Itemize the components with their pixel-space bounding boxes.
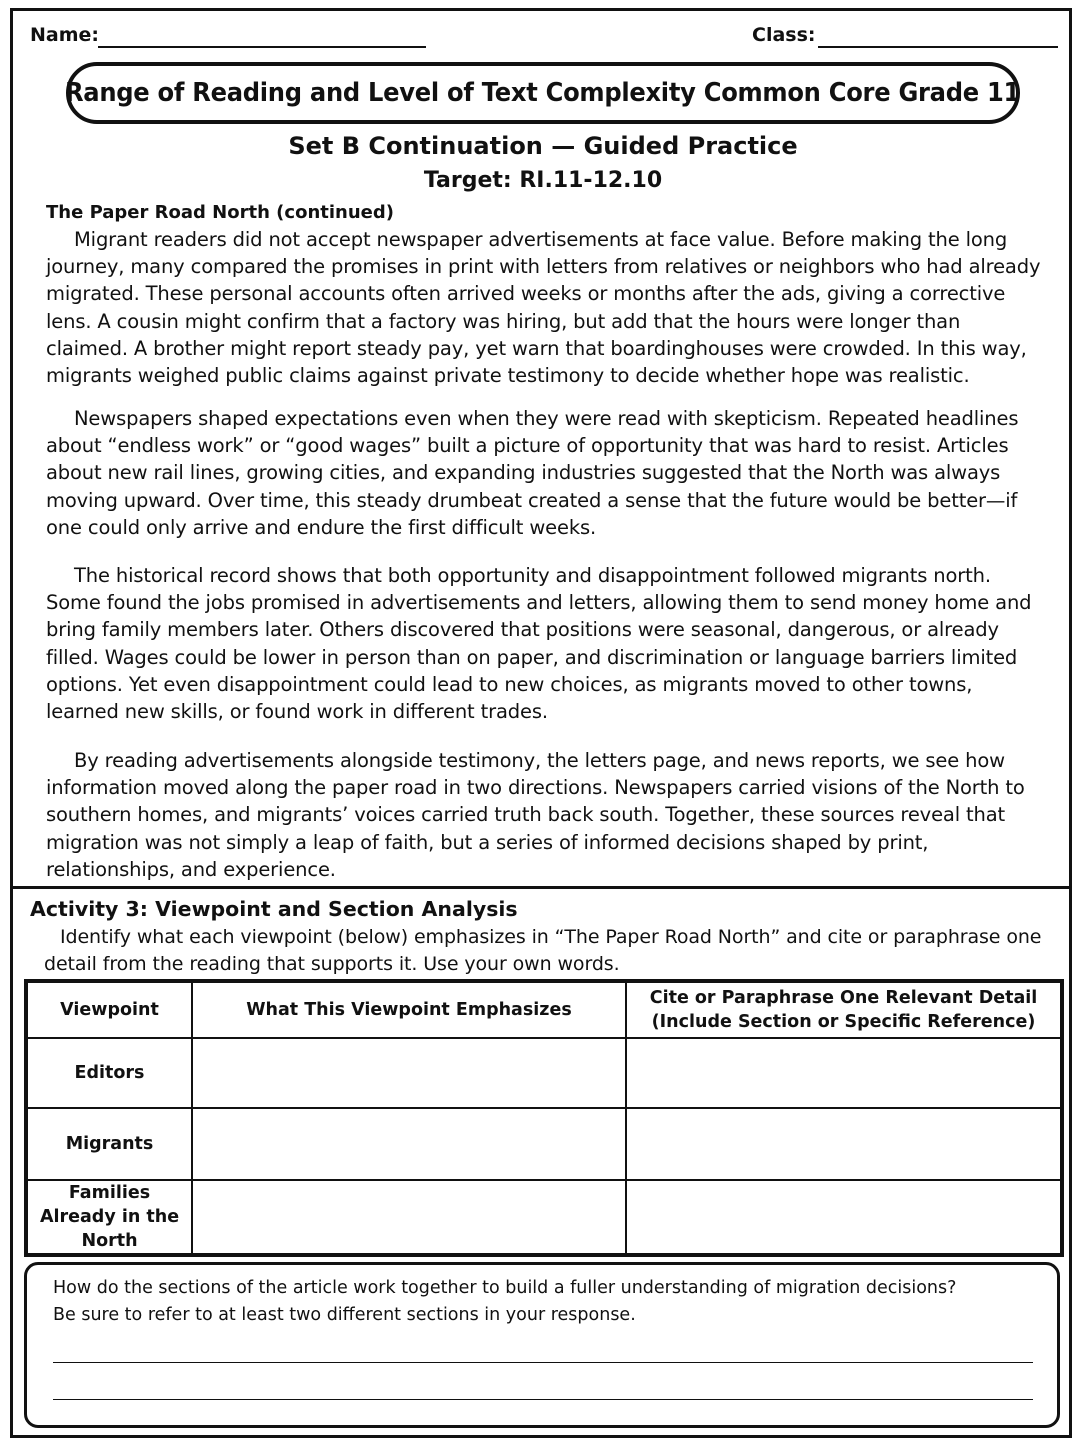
response-question: [53, 1275, 1043, 1329]
migrants-detail-cell[interactable]: [626, 1108, 1062, 1180]
header-viewpoint: Viewpoint: [26, 981, 192, 1038]
row-label-editors: Editors: [26, 1038, 192, 1108]
table-header-row: [26, 981, 1062, 1038]
answer-line-2[interactable]: [53, 1399, 1033, 1400]
set-title: Set B Continuation — Guided Practice: [288, 132, 798, 160]
table-row: [26, 1180, 1062, 1255]
reading-paragraph-3: The historical record shows that both opportunity and disappointment followed migrants north. Some found the jobs promised in advertisements and letters, allowing them to send money home and bring family members later. Others discovered that positions were seasonal, dangerous, or already filled. Wages could be lower in person than on paper, and discrimination or language barriers limited options. Yet even disappointment could lead to new choices, as migrants moved to other towns, learned new skills, or found work in different trades.: [46, 564, 1032, 724]
table-row: [26, 1108, 1062, 1180]
table-row: [26, 1038, 1062, 1108]
class-label: Class:: [752, 24, 816, 46]
families-emphasizes-cell[interactable]: [192, 1180, 626, 1255]
header-emphasizes: What This Viewpoint Emphasizes: [192, 981, 626, 1038]
viewpoint-table: [24, 979, 1064, 1257]
header-cite-detail: Cite or Paraphrase One Relevant Detail (Include Section or Specific Reference): [626, 981, 1062, 1038]
row-label-migrants: Migrants: [26, 1108, 192, 1180]
reading-title: The Paper Road North (continued): [46, 202, 394, 223]
activity-title: Activity 3: Viewpoint and Section Analysis: [30, 897, 518, 921]
editors-detail-cell[interactable]: [626, 1038, 1062, 1108]
editors-emphasizes-cell[interactable]: [192, 1038, 626, 1108]
question-line-1: How do the sections of the article work together to build a fuller understanding of migration decisions?: [53, 1278, 957, 1298]
response-box: [24, 1262, 1060, 1428]
families-detail-cell[interactable]: [626, 1180, 1062, 1255]
name-field[interactable]: [98, 46, 426, 48]
answer-line-1[interactable]: [53, 1362, 1033, 1363]
question-line-2: Be sure to refer to at least two different sections in your response.: [53, 1305, 636, 1325]
activity-instructions: Identify what each viewpoint (below) emphasizes in “The Paper Road North” and cite or paraphrase one detail from the reading that supports it. Use your own words.: [44, 926, 1042, 975]
reading-paragraph-2: Newspapers shaped expectations even when they were read with skepticism. Repeated headlines about “endless work” or “good wages” built a picture of opportunity that was hard to resist. Articles about new rail lines, growing cities, and expanding industries suggested that the North was always moving upward. Over time, this steady drumbeat created a sense that the future would be better—if one could only arrive and endure the first difficult weeks.: [46, 407, 1019, 539]
reading-paragraph-4: By reading advertisements alongside testimony, the letters page, and news reports, we see how information moved along the paper road in two directions. Newspapers carried visions of the North to southern homes, and migrants’ voices carried truth back south. Together, these sources reveal that migration was not simply a leap of faith, but a series of informed decisions shaped by print, relationships, and experience.: [46, 749, 1025, 881]
reading-paragraph-1: Migrant readers did not accept newspaper advertisements at face value. Before making the long journey, many compared the promises in print with letters from relatives or neighbors who had already migrated. These personal accounts often arrived weeks or months after the ads, giving a corrective lens. A cousin might confirm that a factory was hiring, but add that the hours were longer than claimed. A brother might report steady pay, yet warn that boardinghouses were crowded. In this way, migrants weighed public claims against private testimony to decide whether hope was realistic.: [46, 228, 1041, 388]
row-label-families: Families Already in the North: [26, 1180, 192, 1255]
standard-target: Target: RI.11-12.10: [423, 168, 663, 193]
title-banner: [66, 62, 1020, 124]
class-field[interactable]: [818, 46, 1058, 48]
worksheet-title: Range of Reading and Level of Text Complexity Common Core Grade 11: [65, 78, 1021, 108]
section-divider: [10, 886, 1072, 889]
name-label: Name:: [30, 24, 100, 46]
migrants-emphasizes-cell[interactable]: [192, 1108, 626, 1180]
